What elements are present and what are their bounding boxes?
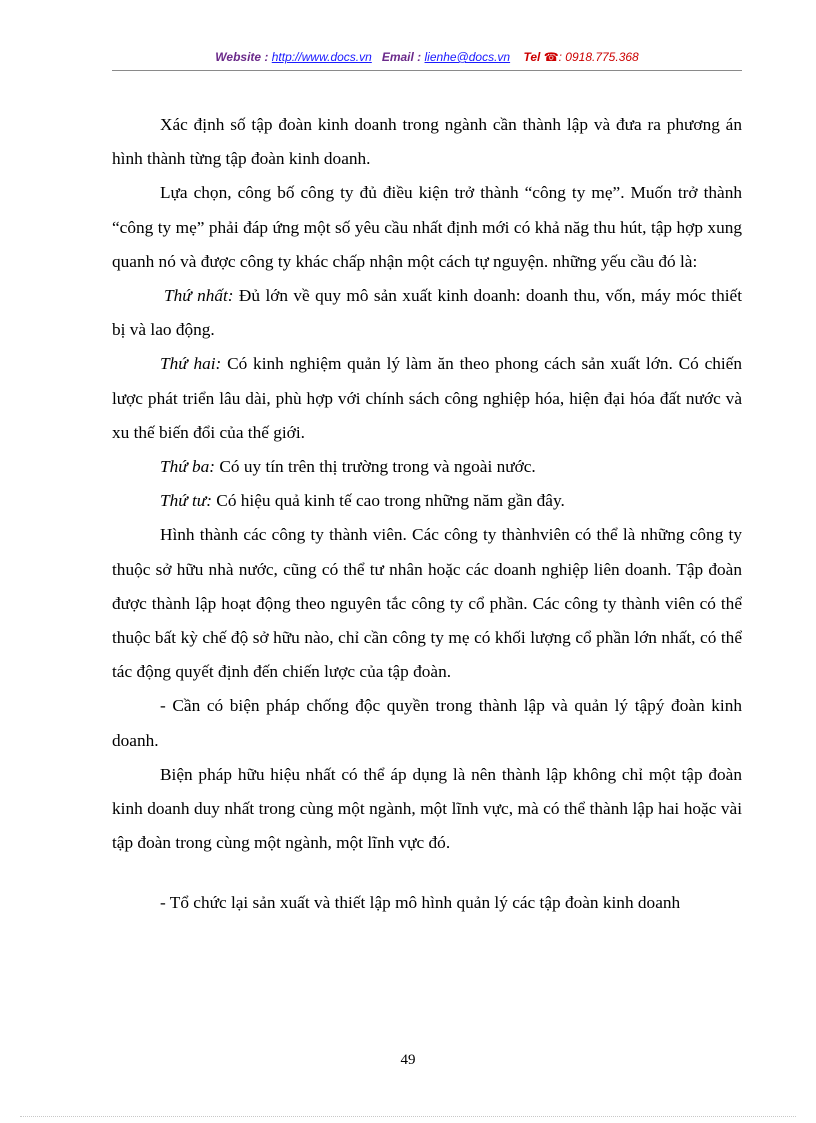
paragraph: Lựa chọn, công bố công ty đủ điều kiện trở thành “công ty mẹ”. Muốn trở thành “công ty mẹ” phải đáp ứng một số yêu cầu nhất định mới có khả năg thu hút, tập hợp xung quanh nó và được công ty khác chấp nhận một cách tự nguyện. những yếu cầu đó là: — [112, 183, 742, 271]
paragraph — [112, 484, 742, 518]
page-header — [112, 50, 742, 64]
email-label: Email : — [381, 50, 422, 64]
paragraph: - Cần có biện pháp chống độc quyền trong thành lập và quản lý tậpý đoàn kinh doanh. — [112, 696, 742, 750]
paragraph-lead: Thứ hai: — [160, 354, 222, 374]
page-number: 49 — [400, 1052, 416, 1068]
paragraph — [112, 347, 742, 450]
paragraph: Biện pháp hữu hiệu nhất có thể áp dụng là nên thành lập không chỉ một tập đoàn kinh doanh duy nhất trong cùng một ngành, một lĩnh vực, mà có thể thành lập hai hoặc vài tập đoàn trong cùng một ngành, một lĩnh vực đó. — [112, 764, 742, 853]
website-link[interactable]: http://www.docs.vn — [271, 50, 372, 64]
tel-label: Tel — [523, 50, 541, 64]
tel-number: : 0918.775.368 — [558, 50, 639, 64]
phone-icon: ☎ — [543, 50, 559, 64]
paragraph-lead: Thứ ba: — [160, 457, 216, 477]
paragraph-text: Đủ lớn về quy mô sản xuất kinh doanh: doanh thu, vốn, máy móc thiết bị và lao động. — [112, 286, 742, 340]
footer-divider — [20, 1116, 796, 1117]
paragraph: Hình thành các công ty thành viên. Các công ty thànhviên có thể là những công ty thuộc sở hữu nhà nước, cũng có thể tư nhân hoặc các doanh nghiệp liên doanh. Tập đoàn được thành lập hoạt động theo nguyên tắc công ty cổ phần. Các công ty thành viên có thể thuộc bất kỳ chế độ sở hữu nào, chỉ cần công ty mẹ có khối lượng cổ phần lớn nhất, có thể tác động quyết định đến chiến lược của tập đoàn. — [112, 525, 742, 682]
document-body — [112, 108, 742, 921]
paragraph-text: Có hiệu quả kinh tế cao trong những năm gần đây. — [211, 491, 565, 511]
paragraph: Xác định số tập đoàn kinh doanh trong ngành cần thành lập và đưa ra phương án hình thành từng tập đoàn kinh doanh. — [112, 115, 742, 169]
paragraph-text: Có kinh nghiệm quản lý làm ăn theo phong cách sản xuất lớn. Có chiến lược phát triển lâu dài, phù hợp với chính sách công nghiệp hóa, hiện đại hóa đất nước và xu thế biến đổi của thế giới. — [112, 354, 742, 442]
email-link[interactable]: lienhe@docs.vn — [424, 50, 511, 64]
paragraph — [112, 279, 742, 347]
header-divider — [112, 70, 742, 71]
paragraph-lead: Thứ nhất: — [164, 286, 234, 306]
paragraph — [112, 450, 742, 484]
website-label: Website : — [215, 50, 269, 64]
paragraph: - Tổ chức lại sản xuất và thiết lập mô hình quản lý các tập đoàn kinh doanh — [160, 893, 681, 913]
paragraph-text: Có uy tín trên thị trường trong và ngoài nước. — [215, 457, 536, 477]
paragraph-lead: Thứ tư: — [160, 491, 212, 511]
